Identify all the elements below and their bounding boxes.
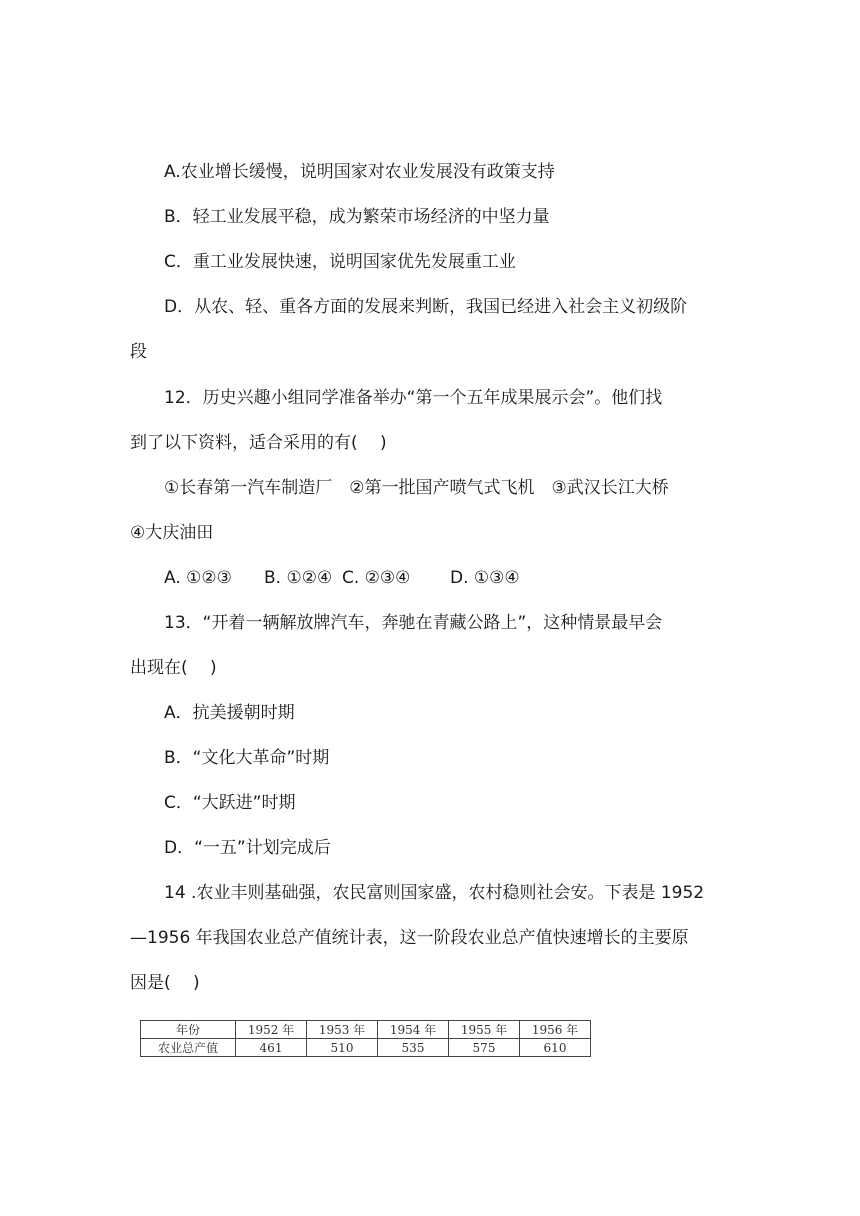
- q13-stem-line2: 出现在( ): [130, 658, 217, 678]
- q12-options: [164, 566, 520, 590]
- table-cell: 461: [236, 1039, 307, 1057]
- q12-items-line2: ④大庆油田: [130, 523, 214, 543]
- q13-stem-line1: 13．“开着一辆解放牌汽车，奔驰在青藏公路上”，这种情景最早会: [164, 613, 663, 633]
- q11-option-d-line2: 段: [130, 342, 147, 362]
- q12-option-a: A. ①②③: [164, 568, 232, 588]
- q11-option-c: C．重工业发展快速，说明国家优先发展重工业: [164, 252, 516, 272]
- q14-stem-line3: 因是( ): [130, 973, 200, 993]
- q13-option-d: D．“一五”计划完成后: [164, 838, 331, 858]
- q11-option-d-line1: D．从农、轻、重各方面的发展来判断，我国已经进入社会主义初级阶: [164, 297, 688, 317]
- table-header-row: [141, 1021, 591, 1039]
- table-cell: 1956 年: [520, 1021, 591, 1039]
- table-cell: 1953 年: [307, 1021, 378, 1039]
- q12-option-c: C. ②③④: [342, 568, 411, 588]
- q11-option-a: A.农业增长缓慢，说明国家对农业发展没有政策支持: [164, 162, 555, 182]
- q12-option-d: D. ①③④: [450, 568, 520, 588]
- q13-option-c: C．“大跃进”时期: [164, 793, 296, 813]
- q12-stem-line2: 到了以下资料，适合采用的有( ): [130, 433, 387, 453]
- table-row: [141, 1039, 591, 1057]
- table-cell: 1954 年: [378, 1021, 449, 1039]
- table-cell: 1955 年: [449, 1021, 520, 1039]
- table-cell: 年份: [141, 1021, 236, 1039]
- table-cell: 610: [520, 1039, 591, 1057]
- q13-option-b: B．“文化大革命”时期: [164, 748, 330, 768]
- q12-option-b: B. ①②④: [264, 568, 333, 588]
- table-cell: 510: [307, 1039, 378, 1057]
- q14-stem-line1: 14 .农业丰则基础强，农民富则国家盛，农村稳则社会安。下表是 1952: [164, 883, 705, 903]
- q14-stem-line2: —1956 年我国农业总产值统计表，这一阶段农业总产值快速增长的主要原: [130, 928, 689, 948]
- q12-items-line1: ①长春第一汽车制造厂 ②第一批国产喷气式飞机 ③武汉长江大桥: [164, 478, 669, 498]
- q12-stem-line1: 12．历史兴趣小组同学准备举办“第一个五年成果展示会”。他们找: [164, 388, 663, 408]
- table-cell: 575: [449, 1039, 520, 1057]
- table-cell: 1952 年: [236, 1021, 307, 1039]
- agricultural-output-table: [140, 1020, 591, 1057]
- table-cell: 535: [378, 1039, 449, 1057]
- q13-option-a: A．抗美援朝时期: [164, 703, 295, 723]
- table-cell: 农业总产值: [141, 1039, 236, 1057]
- q11-option-b: B．轻工业发展平稳，成为繁荣市场经济的中坚力量: [164, 207, 550, 227]
